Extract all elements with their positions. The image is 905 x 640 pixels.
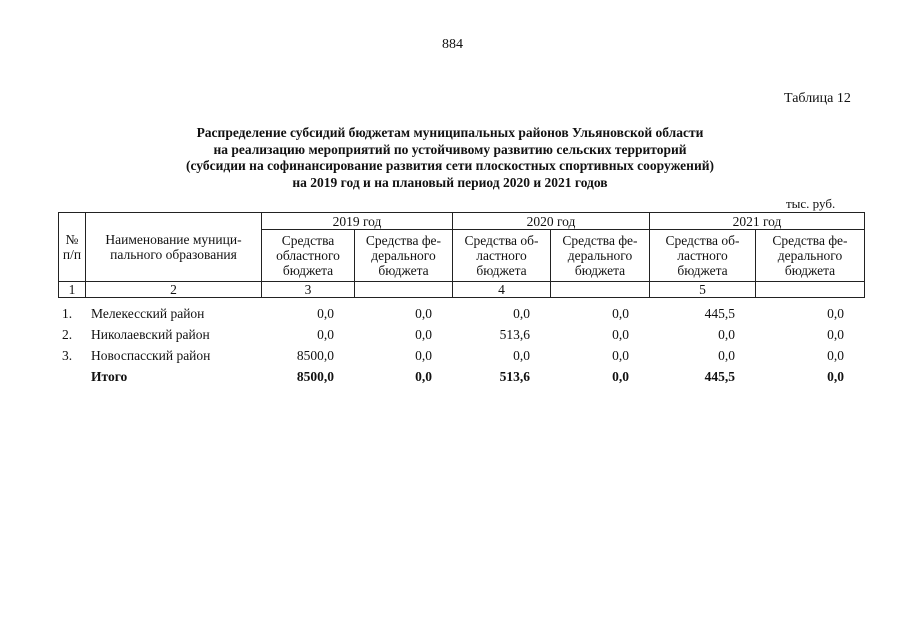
column-number: 5 [650, 282, 756, 298]
document-title [100, 125, 800, 191]
row-value: 0,0 [612, 327, 629, 342]
row-value: 0,0 [415, 348, 432, 363]
row-value: 0,0 [827, 306, 844, 321]
row-value: 0,0 [513, 306, 530, 321]
row-value: 0,0 [415, 327, 432, 342]
table-label: Таблица 12 [784, 91, 851, 106]
header-sub: Средства фе-дерального бюджета [756, 230, 865, 282]
total-value: 8500,0 [296, 369, 334, 384]
row-value: 0,0 [415, 306, 432, 321]
column-number [551, 282, 650, 298]
column-number: 1 [59, 282, 86, 298]
column-number: 4 [453, 282, 551, 298]
title-line: (субсидии на софинансирование развития сети плоскостных спортивных сооружений) [186, 158, 714, 173]
table-row [58, 325, 864, 346]
column-number: 3 [262, 282, 355, 298]
row-municipality: Новоспасский район [91, 348, 211, 363]
total-row [58, 367, 864, 388]
header-number: № п/п [59, 213, 86, 282]
row-index: 2. [62, 327, 73, 342]
column-number [756, 282, 865, 298]
header-year-2020: 2020 год [453, 213, 650, 230]
row-value: 0,0 [718, 327, 735, 342]
row-value: 0,0 [612, 348, 629, 363]
title-line: на 2019 год и на плановый период 2020 и 2021 годов [292, 174, 608, 190]
row-value: 0,0 [827, 348, 844, 363]
row-value: 0,0 [827, 327, 844, 342]
header-year-2019: 2019 год [262, 213, 453, 230]
page-number: 884 [442, 37, 463, 52]
units-label: тыс. руб. [786, 196, 836, 211]
total-value: 513,6 [499, 369, 530, 384]
total-value: 0,0 [415, 369, 432, 384]
title-line: Распределение субсидий бюджетам муниципальных районов Ульяновской области [196, 125, 704, 140]
title-line: на реализацию мероприятий по устойчивому развитию сельских территорий [213, 141, 687, 157]
column-number [355, 282, 453, 298]
total-value: 0,0 [612, 369, 629, 384]
header-sub: Средства фе-дерального бюджета [551, 230, 650, 282]
row-value: 0,0 [317, 306, 334, 321]
header-sub: Средства об-ластного бюджета [453, 230, 551, 282]
row-value: 0,0 [718, 348, 735, 363]
total-value: 0,0 [827, 369, 844, 384]
column-number: 2 [86, 282, 262, 298]
header-year-2021: 2021 год [650, 213, 865, 230]
row-value: 0,0 [317, 327, 334, 342]
header-sub: Средства областного бюджета [262, 230, 355, 282]
row-value: 0,0 [513, 348, 530, 363]
row-index: 1. [62, 306, 73, 321]
header-sub: Средства об-ластного бюджета [650, 230, 756, 282]
total-value: 445,5 [704, 369, 735, 384]
table-row [58, 346, 864, 367]
row-value: 8500,0 [296, 348, 334, 363]
total-label: Итого [91, 369, 128, 384]
row-municipality: Мелекесский район [91, 306, 205, 321]
table-row [58, 304, 864, 325]
table-header [58, 212, 865, 298]
row-value: 0,0 [612, 306, 629, 321]
table-body [58, 304, 864, 388]
row-index [58, 367, 85, 388]
header-sub: Средства фе-дерального бюджета [355, 230, 453, 282]
row-index: 3. [62, 348, 73, 363]
row-municipality: Николаевский район [91, 327, 210, 342]
row-value: 513,6 [499, 327, 530, 342]
row-value: 445,5 [704, 306, 735, 321]
header-municipality: Наименование муници-пального образования [86, 213, 262, 282]
